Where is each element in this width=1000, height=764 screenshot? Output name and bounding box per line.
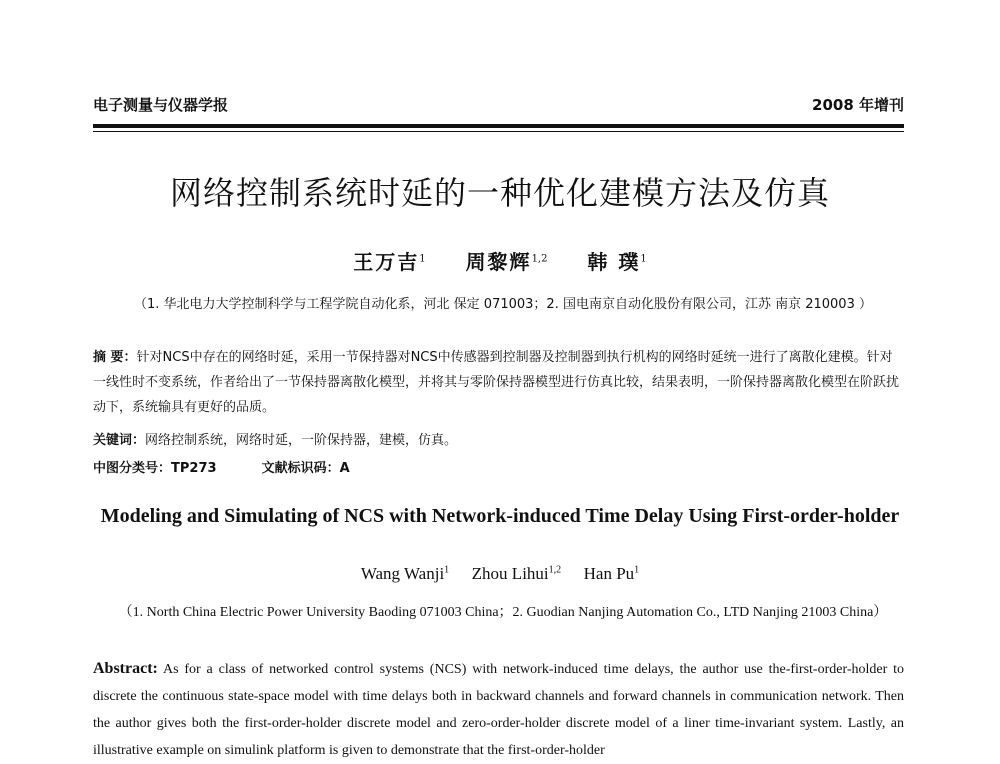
class-number-label: 中图分类号： (93, 461, 172, 476)
doc-code-label: 文献标识码： (261, 461, 340, 476)
chinese-affiliation: （1. 华北电力大学控制科学与工程学院自动化系，河北 保定 071003；2. 国电南京自动化股份有限公司，江苏 南京 210003 ） (134, 297, 872, 312)
header-rule-thick (93, 124, 904, 128)
journal-name: 电子测量与仪器学报 (93, 96, 229, 114)
author-affil-mark: 1 (444, 564, 450, 576)
author-affil-mark: 1 (634, 564, 640, 576)
author-affil-mark: 1,2 (548, 564, 562, 576)
author-affil-mark: 1,2 (531, 253, 548, 265)
chinese-abstract-label: 摘 要： (93, 350, 137, 365)
chinese-title: 网络控制系统时延的一种优化建模方法及仿真 (169, 174, 830, 212)
running-head (93, 94, 904, 118)
english-abstract-text: As for a class of networked control systems (NCS) with network-induced time delays, the author use the-first-order-holder to discrete the continuous state-space model with time delays both in backward channels and forward channels in communication network. Then the author gives both the first-order-holder discrete model and zero-order-holder discrete model of a liner time-invariant system. Lastly, an illustrative example on simulink platform is given to demonstrate that the first-order-holder (93, 662, 904, 758)
author-name: 周黎辉 (465, 250, 532, 274)
class-number-value: TP273 (171, 461, 217, 476)
classification-line (93, 457, 350, 476)
english-abstract (93, 655, 904, 764)
chinese-authors (0, 246, 1000, 275)
author-affil-mark: 1 (419, 253, 426, 265)
author-name: Wang Wanji (360, 564, 445, 583)
english-authors (0, 564, 1000, 584)
english-affiliation: （1. North China Electric Power University Baoding 071003 China；2. Guodian Nanjing Automation Co., LTD Nanjing 21003 China） (118, 605, 888, 620)
journal-issue: 2008 年增刊 (812, 96, 904, 114)
header-rule-thin (93, 131, 904, 132)
english-title: Modeling and Simulating of NCS with Network-induced Time Delay Using First-order-holder (100, 505, 900, 527)
author-name: 王万吉 (353, 250, 420, 274)
author-affil-mark: 1 (640, 253, 647, 265)
author-name: 韩 璞 (587, 250, 641, 274)
chinese-keywords (93, 429, 904, 448)
chinese-abstract-text: 针对NCS中存在的网络时延，采用一节保持器对NCS中传感器到控制器及控制器到执行机构的网络时延统一进行了离散化建模。针对一线性时不变系统，作者给出了一节保持器离散化模型，并将其与零阶保持器模型进行仿真比较，结果表明，一阶保持器离散化模型在阶跃扰动下，系统输具有更好的品质。 (93, 350, 900, 415)
chinese-abstract (93, 345, 904, 420)
chinese-keywords-label: 关键词： (93, 433, 146, 448)
author-name: Zhou Lihui (471, 564, 549, 583)
author-name: Han Pu (583, 564, 635, 583)
chinese-keywords-text: 网络控制系统，网络时延，一阶保持器，建模，仿真。 (145, 433, 458, 448)
english-abstract-label: Abstract: (93, 660, 158, 677)
doc-code-value: A (339, 461, 350, 476)
